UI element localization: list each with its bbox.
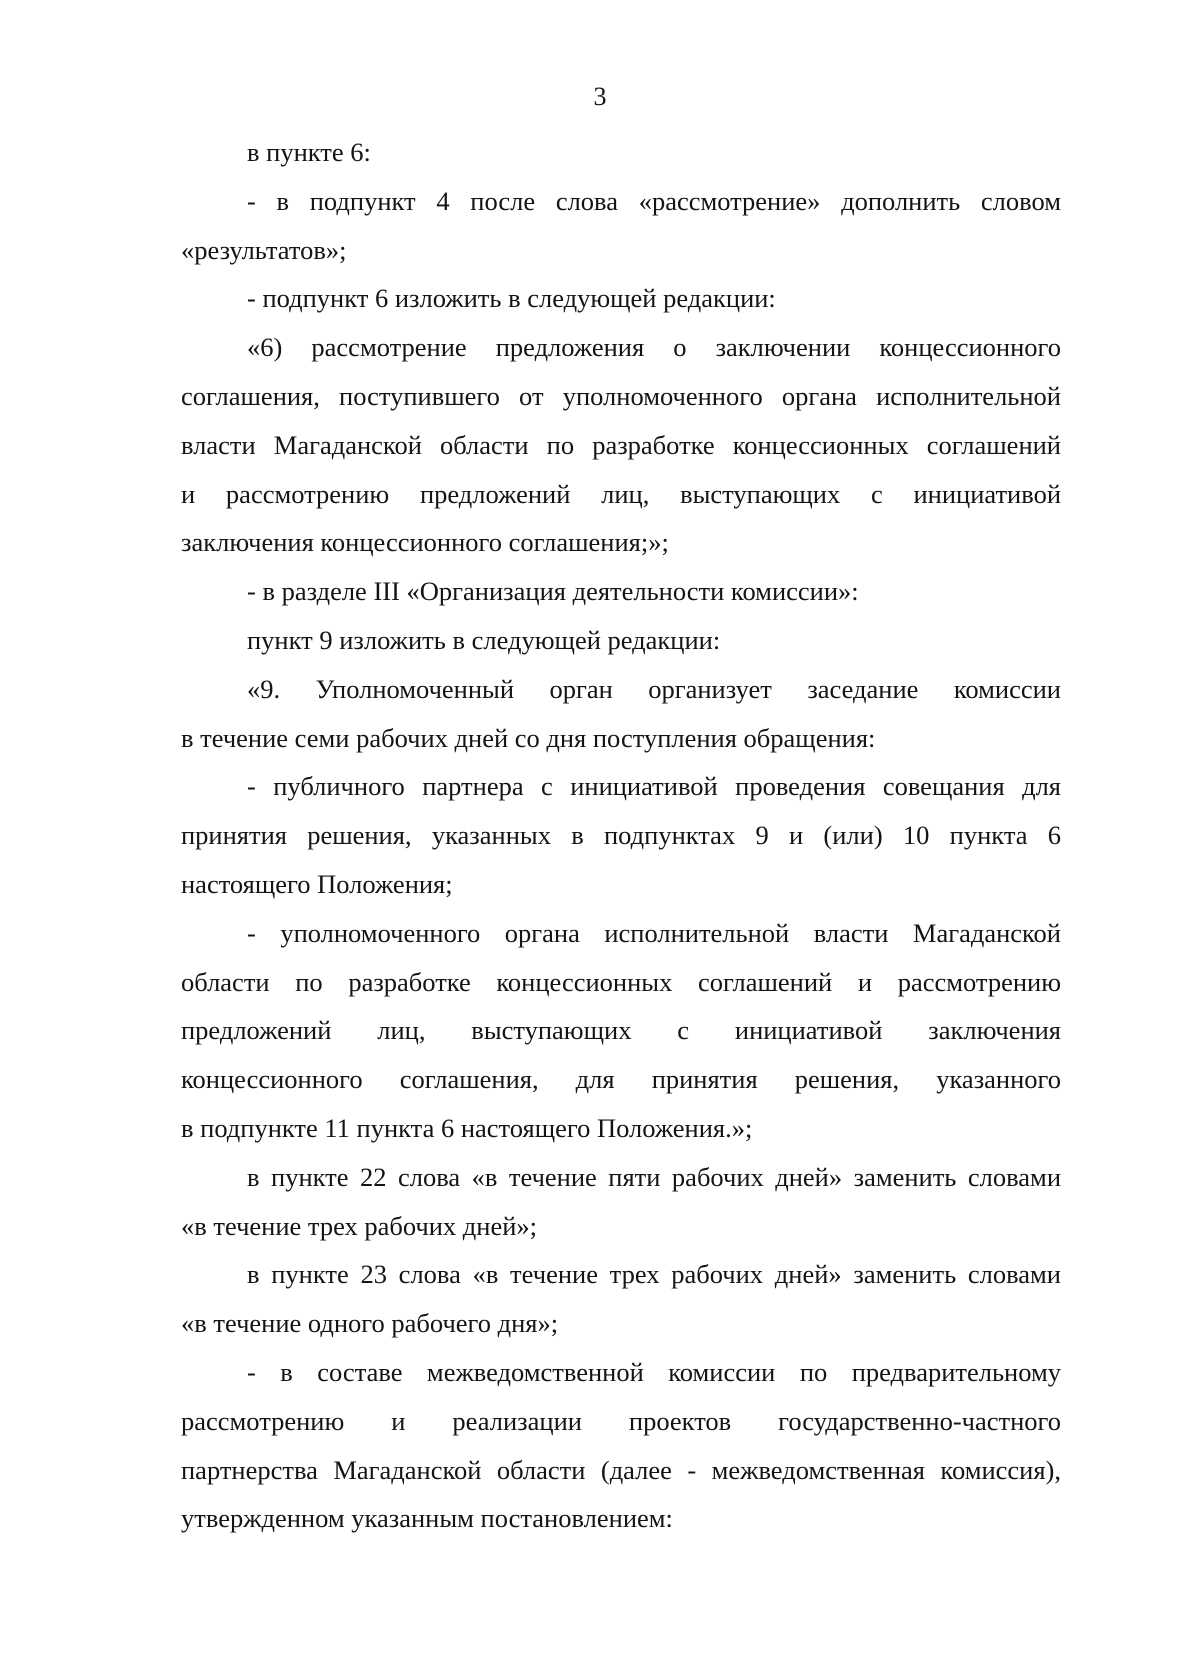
text-line: в пункте 22 слова «в течение пяти рабочих дней» заменить словами	[247, 1161, 1061, 1192]
text-line: области по разработке концессионных соглашений и рассмотрению	[181, 966, 1061, 997]
text-line: в пункте 6:	[247, 137, 371, 167]
text-line: принятия решения, указанных в подпунктах 9 и (или) 10 пункта 6	[181, 820, 1061, 851]
paragraph-section-3	[181, 567, 1061, 616]
text-line: утвержденном указанным постановлением:	[181, 1503, 673, 1534]
text-line: - публичного партнера с инициативой проведения совещания для	[247, 771, 1061, 802]
paragraph-commission-composition	[181, 1348, 1061, 1543]
text-line: в подпункте 11 пункта 6 настоящего Положения.»;	[181, 1112, 753, 1143]
text-line: настоящего Положения;	[181, 868, 453, 899]
document-body	[181, 128, 1061, 1543]
text-line: заключения концессионного соглашения;»;	[181, 527, 669, 558]
paragraph-item-22	[181, 1153, 1061, 1251]
text-line: - в разделе III «Организация деятельности комиссии»:	[247, 576, 859, 607]
text-line: - в подпункт 4 после слова «рассмотрение» дополнить словом	[247, 185, 1061, 216]
paragraph-public-partner	[181, 762, 1061, 908]
text-line: «в течение трех рабочих дней»;	[181, 1210, 538, 1241]
paragraph-item-9	[181, 616, 1061, 665]
text-line: «в течение одного рабочего дня»;	[181, 1308, 559, 1339]
text-line: партнерства Магаданской области (далее - межведомственная комиссия),	[181, 1454, 1061, 1485]
text-line: - в составе межведомственной комиссии по предварительному	[247, 1356, 1061, 1387]
text-line: - подпункт 6 изложить в следующей редакции:	[247, 283, 776, 314]
paragraph-quote-9	[181, 665, 1061, 763]
paragraph-subitem-6	[181, 274, 1061, 323]
paragraph-quote-6	[181, 323, 1061, 567]
text-line: и рассмотрению предложений лиц, выступающих с инициативой	[181, 478, 1061, 509]
text-line: концессионного соглашения, для принятия решения, указанного	[181, 1064, 1061, 1095]
text-line: предложений лиц, выступающих с инициативой заключения	[181, 1015, 1061, 1046]
paragraph-subitem-4	[181, 177, 1061, 275]
paragraph-item-6	[181, 128, 1061, 177]
text-line: рассмотрению и реализации проектов государственно-частного	[181, 1405, 1061, 1436]
paragraph-authorized-body	[181, 909, 1061, 1153]
text-line: соглашения, поступившего от уполномоченного органа исполнительной	[181, 380, 1061, 411]
text-line: «9. Уполномоченный орган организует заседание комиссии	[247, 673, 1061, 704]
paragraph-item-23	[181, 1250, 1061, 1348]
page-number: 3	[593, 82, 607, 111]
text-line: в пункте 23 слова «в течение трех рабочих дней» заменить словами	[247, 1259, 1061, 1290]
text-line: власти Магаданской области по разработке концессионных соглашений	[181, 429, 1061, 460]
text-line: пункт 9 изложить в следующей редакции:	[247, 624, 721, 655]
text-line: - уполномоченного органа исполнительной власти Магаданской	[247, 917, 1061, 948]
text-line: «результатов»;	[181, 234, 347, 265]
text-line: в течение семи рабочих дней со дня поступления обращения:	[181, 722, 876, 753]
text-line: «6) рассмотрение предложения о заключении концессионного	[247, 332, 1061, 363]
